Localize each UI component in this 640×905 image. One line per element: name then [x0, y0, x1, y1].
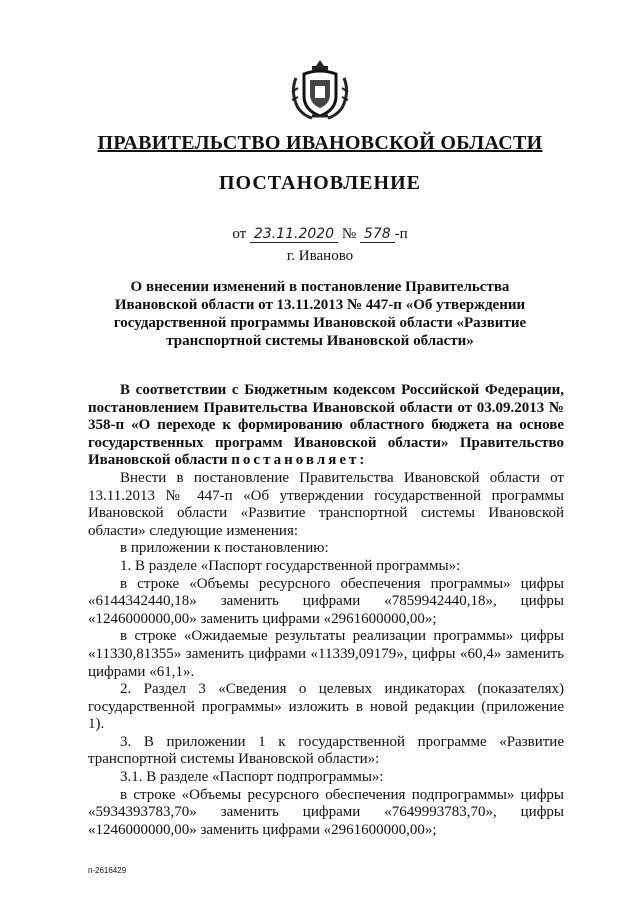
- date-prefix: от: [232, 226, 247, 242]
- paragraph-item-1: 1. В разделе «Паспорт государственной программы»:: [120, 557, 461, 574]
- number-prefix: №: [341, 226, 357, 242]
- paragraph-resource-row: в строке «Объемы ресурсного обеспечения программы» цифры «6144342440,18» заменить цифрами «7859942440,18», цифры «1246000000,00» заменить цифрами «2961600000,00»;: [88, 575, 564, 627]
- footer-code: п-2616429: [88, 866, 127, 875]
- paragraph-subprogram-resource: в строке «Объемы ресурсного обеспечения подпрограммы» цифры «5934393783,70» заменить цифрами «7649993783,70», цифры «1246000000,00» заменить цифрами «2961600000,00»;: [88, 786, 564, 838]
- resolves-word: постановляет:: [231, 452, 368, 469]
- city-line: г. Иваново: [286, 248, 354, 264]
- number-value: 578: [360, 226, 395, 243]
- date-value: 23.11.2020: [250, 226, 338, 243]
- paragraph-amend-intro: Внести в постановление Правительства Ивановской области от 13.11.2013 № 447-п «Об утверждении государственной программы Ивановской области «Развитие транспортной системы Ивановской области» следующие изменения:: [88, 469, 564, 539]
- paragraph-item-3: 3. В приложении 1 к государственной программе «Развитие транспортной системы Ивановской области»:: [88, 733, 564, 768]
- paragraph-preamble: [88, 382, 564, 470]
- document-body: [88, 382, 564, 839]
- document-subject: О внесении изменений в постановление Правительства Ивановской области от 13.11.2013 № 447-п «Об утверждении государственной программы Ивановской области «Развитие транспортной системы Ивановской области»: [113, 279, 527, 349]
- date-number-line: [0, 226, 640, 243]
- paragraph-item-2: 2. Раздел 3 «Сведения о целевых индикаторах (показателях) государственной программы» изложить в новой редакции (приложение 1).: [88, 681, 564, 733]
- coat-of-arms-emblem: [288, 58, 352, 120]
- government-title: ПРАВИТЕЛЬСТВО ИВАНОВСКОЙ ОБЛАСТИ: [97, 132, 543, 154]
- preamble-text: В соответствии с Бюджетным кодексом Российской Федерации, постановлением Правительства Ивановской области от 03.09.2013 № 358-п «О переходе к формированию областного бюджета на основе государственных программ Ивановской области» Правительство Ивановской области: [88, 382, 564, 469]
- number-suffix: -п: [394, 226, 408, 242]
- paragraph-item-3-1: 3.1. В разделе «Паспорт подпрограммы»:: [120, 769, 384, 786]
- document-type-title: ПОСТАНОВЛЕНИЕ: [219, 172, 421, 194]
- paragraph-expected-results: в строке «Ожидаемые результаты реализации программы» цифры «11330,81355» заменить цифрами «11339,09179», цифры «60,4» заменить цифрами «61,1».: [88, 628, 564, 680]
- paragraph-in-appendix: в приложении к постановлению:: [120, 540, 329, 557]
